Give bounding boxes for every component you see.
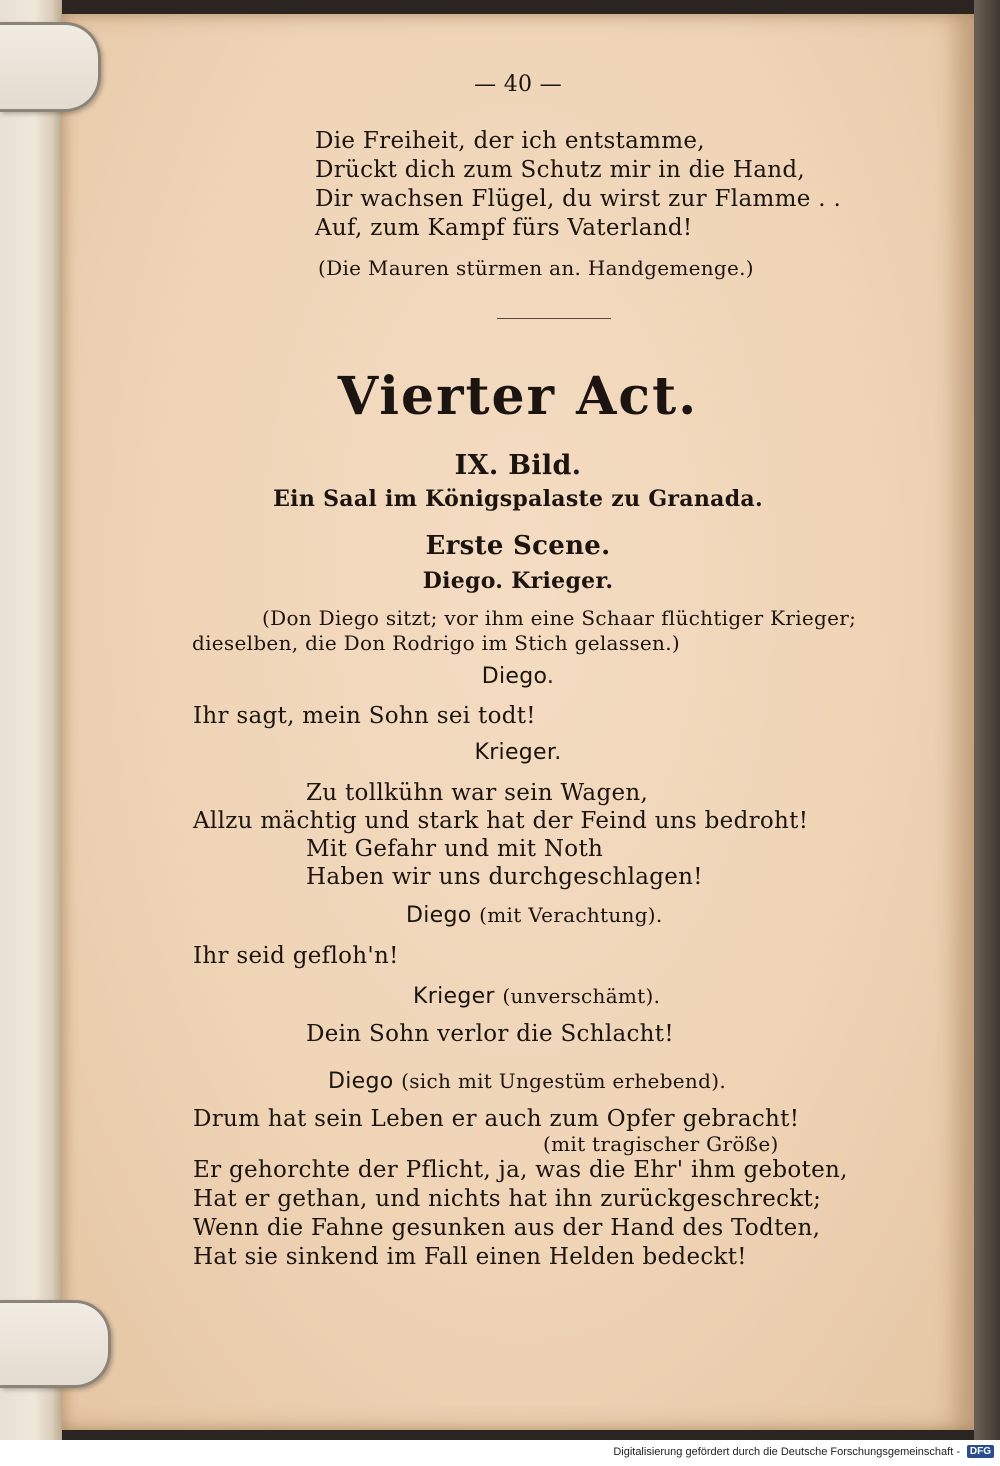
stage-direction: (Don Diego sitzt; vor ihm eine Schaar flüchtiger Krieger; bbox=[262, 606, 857, 630]
scene-location: Ein Saal im Königspalaste zu Granada. bbox=[273, 486, 763, 512]
dialogue-line: Ihr sagt, mein Sohn sei todt! bbox=[193, 703, 536, 729]
verse-line: Auf, zum Kampf fürs Vaterland! bbox=[315, 215, 693, 241]
speaker-name: Diego bbox=[406, 903, 472, 928]
dfg-logo-icon: DFG bbox=[967, 1445, 994, 1458]
verse-line: Allzu mächtig und stark hat der Feind uns bedroht! bbox=[193, 808, 809, 834]
scene-title: Erste Scene. bbox=[425, 531, 611, 561]
verse-line: Drückt dich zum Schutz mir in die Hand, bbox=[315, 157, 805, 183]
dialogue-line: Drum hat sein Leben er auch zum Opfer gebracht! bbox=[193, 1106, 800, 1132]
speaker-direction: (mit Verachtung). bbox=[479, 903, 663, 927]
verse-line: Wenn die Fahne gesunken aus der Hand des Todten, bbox=[193, 1215, 821, 1241]
verse-line: Mit Gefahr und mit Noth bbox=[306, 836, 604, 862]
section-divider bbox=[497, 318, 611, 319]
verse-line: Er gehorchte der Pflicht, ja, was die Ehr' ihm geboten, bbox=[193, 1157, 848, 1183]
speaker-name: Krieger bbox=[413, 984, 495, 1009]
page-clip-top bbox=[0, 22, 101, 112]
verse-line: Zu tollkühn war sein Wagen, bbox=[306, 780, 649, 806]
speaker-line bbox=[413, 983, 660, 1009]
scan-dark-margin bbox=[974, 0, 1000, 1440]
speaker-direction: (sich mit Ungestüm erhebend). bbox=[401, 1069, 726, 1093]
page-number: — 40 — bbox=[474, 72, 562, 97]
speaker-name: Krieger. bbox=[474, 740, 562, 765]
speaker-line bbox=[406, 902, 663, 928]
footer-bar bbox=[0, 1440, 1000, 1466]
page-clip-bottom bbox=[0, 1300, 111, 1388]
scene-number: IX. Bild. bbox=[454, 450, 582, 481]
book-binding-edge bbox=[0, 0, 62, 1440]
dialogue-line: Ihr seid gefloh'n! bbox=[193, 943, 399, 969]
verse-line: Hat er gethan, und nichts hat ihn zurückgeschreckt; bbox=[193, 1186, 822, 1212]
footer-credit: Digitalisierung gefördert durch die Deutsche Forschungsgemeinschaft - bbox=[613, 1446, 960, 1458]
verse-line: Die Freiheit, der ich entstamme, bbox=[315, 128, 705, 154]
speaker-name: Diego. bbox=[481, 664, 555, 689]
characters-list: Diego. Krieger. bbox=[422, 568, 614, 594]
speaker-name: Diego bbox=[328, 1069, 394, 1094]
speaker-line bbox=[328, 1068, 726, 1094]
speaker-direction: (unverschämt). bbox=[502, 984, 661, 1008]
stage-direction: (Die Mauren stürmen an. Handgemenge.) bbox=[318, 256, 754, 280]
verse-line: Dir wachsen Flügel, du wirst zur Flamme . . bbox=[315, 186, 842, 212]
stage-direction: (mit tragischer Größe) bbox=[543, 1132, 779, 1156]
stage-direction: dieselben, die Don Rodrigo im Stich gelassen.) bbox=[192, 631, 680, 655]
verse-line: Hat sie sinkend im Fall einen Helden bedeckt! bbox=[193, 1244, 747, 1270]
dialogue-line: Dein Sohn verlor die Schlacht! bbox=[306, 1021, 674, 1047]
verse-line: Haben wir uns durchgeschlagen! bbox=[306, 864, 703, 890]
act-title: Vierter Act. bbox=[337, 366, 699, 427]
